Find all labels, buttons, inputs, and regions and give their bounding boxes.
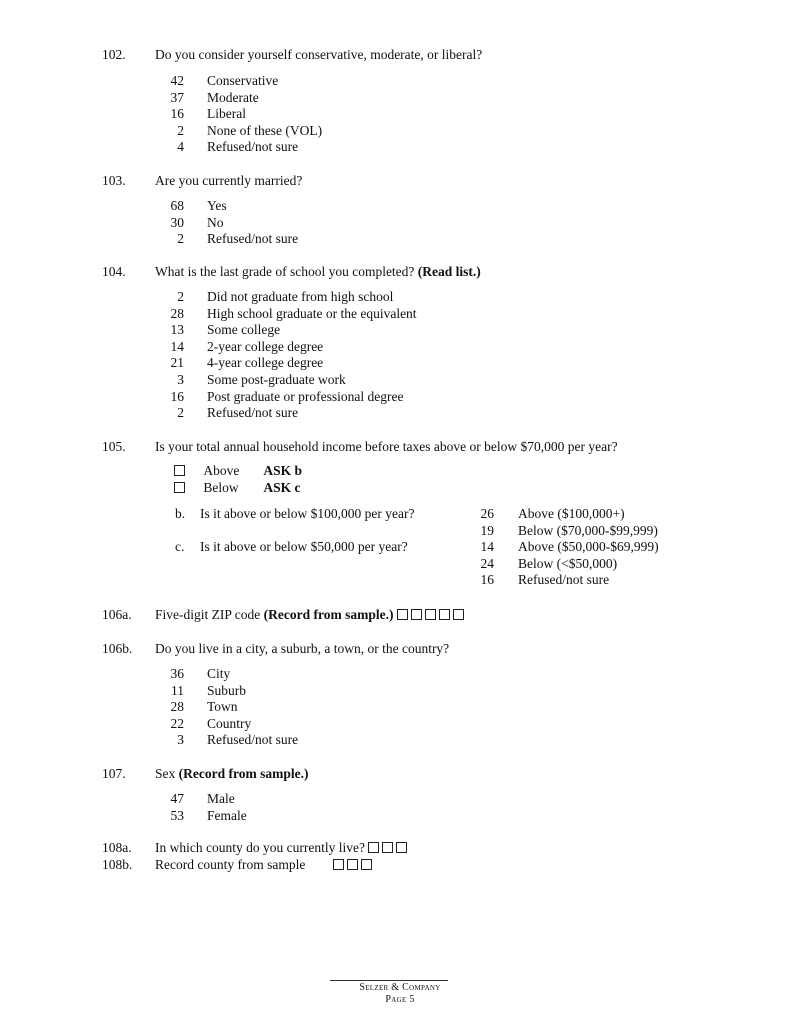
result-row	[470, 522, 658, 540]
option-value: 2	[177, 231, 184, 247]
result-label: Above ($100,000+)	[518, 506, 625, 521]
question-text	[155, 264, 481, 281]
box-icon[interactable]	[396, 842, 407, 853]
option-value: 3	[177, 371, 184, 387]
question-text	[155, 607, 467, 624]
option-label: Refused/not sure	[207, 231, 299, 247]
county-sample-boxes[interactable]	[333, 857, 375, 872]
result-value: 19	[480, 522, 494, 538]
box-icon[interactable]	[439, 609, 450, 620]
option-value: 28	[170, 305, 184, 321]
q105-sub-c	[175, 539, 408, 556]
option-row	[160, 666, 231, 683]
result-row	[470, 506, 625, 523]
option-label: Yes	[207, 198, 227, 213]
q105-sub-b	[175, 506, 414, 523]
question-number: 106b.	[102, 641, 133, 656]
question-text-main: Record county from sample	[155, 857, 306, 872]
result-label: Refused/not sure	[518, 572, 610, 588]
option-label: Did not graduate from high school	[207, 289, 394, 304]
option-label: Some post-graduate work	[207, 371, 346, 387]
option-value: 53	[170, 807, 184, 823]
box-icon[interactable]	[361, 859, 372, 870]
choice-label: Above	[203, 463, 240, 478]
option-label: Female	[207, 807, 247, 823]
option-row	[160, 699, 238, 716]
option-value: 13	[170, 322, 184, 338]
option-label: Town	[207, 699, 238, 715]
option-row	[160, 73, 279, 90]
question-text: Is your total annual household income before taxes above or below $70,000 per year?	[155, 439, 618, 454]
sub-text: Is it above or below $100,000 per year?	[200, 506, 415, 521]
option-row	[160, 106, 246, 123]
question-number: 108b.	[102, 857, 133, 872]
option-value: 4	[177, 139, 184, 155]
q106b-options	[160, 666, 299, 749]
option-row	[160, 732, 299, 749]
option-label: Male	[207, 791, 235, 806]
option-label: Some college	[207, 322, 281, 338]
option-label: Conservative	[207, 73, 279, 88]
q104-options	[160, 289, 417, 422]
option-value: 28	[170, 699, 184, 715]
box-icon[interactable]	[397, 609, 408, 620]
question-text: Are you currently married?	[155, 173, 303, 188]
question-number: 106a.	[102, 607, 132, 622]
result-label: Below (<$50,000)	[518, 555, 618, 571]
sub-letter: c.	[175, 539, 185, 554]
choice-route: ASK b	[263, 463, 303, 478]
question-number: 105.	[102, 439, 126, 454]
question-instruction: (Read list.)	[417, 264, 481, 279]
option-row	[160, 388, 404, 406]
checkbox-icon[interactable]	[174, 482, 185, 493]
result-value: 26	[480, 506, 494, 521]
sub-letter: b.	[175, 506, 186, 521]
zip-code-boxes[interactable]	[397, 607, 467, 622]
option-label: 2-year college degree	[207, 338, 324, 354]
option-label: Post graduate or professional degree	[207, 388, 404, 404]
option-row	[160, 122, 323, 140]
option-value: 42	[170, 73, 184, 88]
q105-choice-below	[174, 480, 301, 497]
option-row	[160, 231, 299, 248]
option-label: Country	[207, 715, 252, 731]
q103-options	[160, 198, 299, 248]
option-value: 22	[170, 715, 184, 731]
question-number: 103.	[102, 173, 126, 188]
option-label: 4-year college degree	[207, 355, 324, 371]
q105-choice-above	[174, 463, 302, 480]
question-instruction: (Record from sample.)	[178, 766, 309, 781]
footer-divider	[330, 980, 448, 981]
option-value: 36	[170, 666, 184, 681]
q107-options	[160, 791, 247, 824]
option-value: 11	[171, 682, 184, 698]
question-text	[155, 766, 308, 783]
result-row	[470, 572, 610, 589]
result-value: 14	[480, 539, 494, 555]
question-instruction: (Record from sample.)	[263, 607, 394, 622]
option-label: Suburb	[207, 682, 247, 698]
option-row	[160, 198, 227, 215]
option-label: Moderate	[207, 89, 259, 105]
question-text-main: What is the last grade of school you completed?	[155, 264, 415, 279]
option-value: 37	[170, 89, 184, 105]
result-value: 24	[480, 555, 494, 571]
option-value: 16	[170, 388, 184, 404]
option-label: Refused/not sure	[207, 405, 299, 421]
option-label: None of these (VOL)	[207, 122, 323, 138]
option-row	[160, 715, 252, 733]
option-value: 30	[170, 214, 184, 230]
question-text	[155, 857, 375, 874]
option-label: Liberal	[207, 106, 246, 122]
county-boxes[interactable]	[368, 840, 410, 855]
box-icon[interactable]	[425, 609, 436, 620]
q105-results	[470, 506, 659, 589]
option-row	[160, 405, 299, 422]
box-icon[interactable]	[382, 842, 393, 853]
question-number: 107.	[102, 766, 126, 781]
question-text	[155, 840, 410, 857]
option-value: 2	[177, 289, 184, 304]
option-label: Refused/not sure	[207, 732, 299, 748]
option-row	[160, 214, 224, 232]
question-text: Do you consider yourself conservative, moderate, or liberal?	[155, 47, 483, 62]
sub-text: Is it above or below $50,000 per year?	[200, 539, 408, 554]
option-value: 14	[170, 338, 184, 354]
box-icon[interactable]	[411, 609, 422, 620]
option-row	[160, 807, 247, 825]
result-label: Above ($50,000-$69,999)	[518, 539, 659, 555]
option-value: 2	[177, 405, 184, 421]
option-row	[160, 139, 299, 156]
option-row	[160, 338, 324, 356]
result-label: Below ($70,000-$99,999)	[518, 522, 658, 538]
option-value: 3	[177, 732, 184, 748]
option-row	[160, 289, 394, 306]
result-value: 16	[480, 572, 494, 588]
result-row	[470, 539, 659, 556]
option-row	[160, 791, 235, 808]
footer-company: Selzer & Company	[359, 982, 441, 993]
choice-label: Below	[203, 480, 239, 495]
question-text: Do you live in a city, a suburb, a town, or the country?	[155, 641, 450, 656]
option-label: City	[207, 666, 231, 681]
option-row	[160, 89, 259, 107]
option-value: 68	[170, 198, 184, 213]
question-text-main: Five-digit ZIP code	[155, 607, 261, 622]
question-number: 102.	[102, 47, 126, 62]
box-icon[interactable]	[368, 842, 379, 853]
option-value: 47	[170, 791, 184, 806]
box-icon[interactable]	[333, 859, 344, 870]
question-number: 108a.	[102, 840, 132, 855]
question-text-main: In which county do you currently live?	[155, 840, 365, 855]
option-row	[160, 371, 346, 389]
option-row	[160, 305, 417, 323]
box-icon[interactable]	[453, 609, 464, 620]
option-label: No	[207, 214, 224, 230]
option-row	[160, 322, 281, 339]
option-row	[160, 682, 247, 700]
checkbox-icon[interactable]	[174, 465, 185, 476]
option-value: 2	[177, 122, 184, 138]
choice-route: ASK c	[263, 480, 301, 495]
option-label: Refused/not sure	[207, 139, 299, 155]
option-value: 21	[170, 355, 184, 371]
question-number: 104.	[102, 264, 126, 279]
question-text-main: Sex	[155, 766, 176, 781]
result-row	[470, 555, 618, 573]
option-value: 16	[170, 106, 184, 122]
box-icon[interactable]	[347, 859, 358, 870]
option-label: High school graduate or the equivalent	[207, 305, 417, 321]
footer-page: Page 5	[385, 994, 415, 1005]
q102-options	[160, 73, 323, 156]
option-row	[160, 355, 324, 372]
